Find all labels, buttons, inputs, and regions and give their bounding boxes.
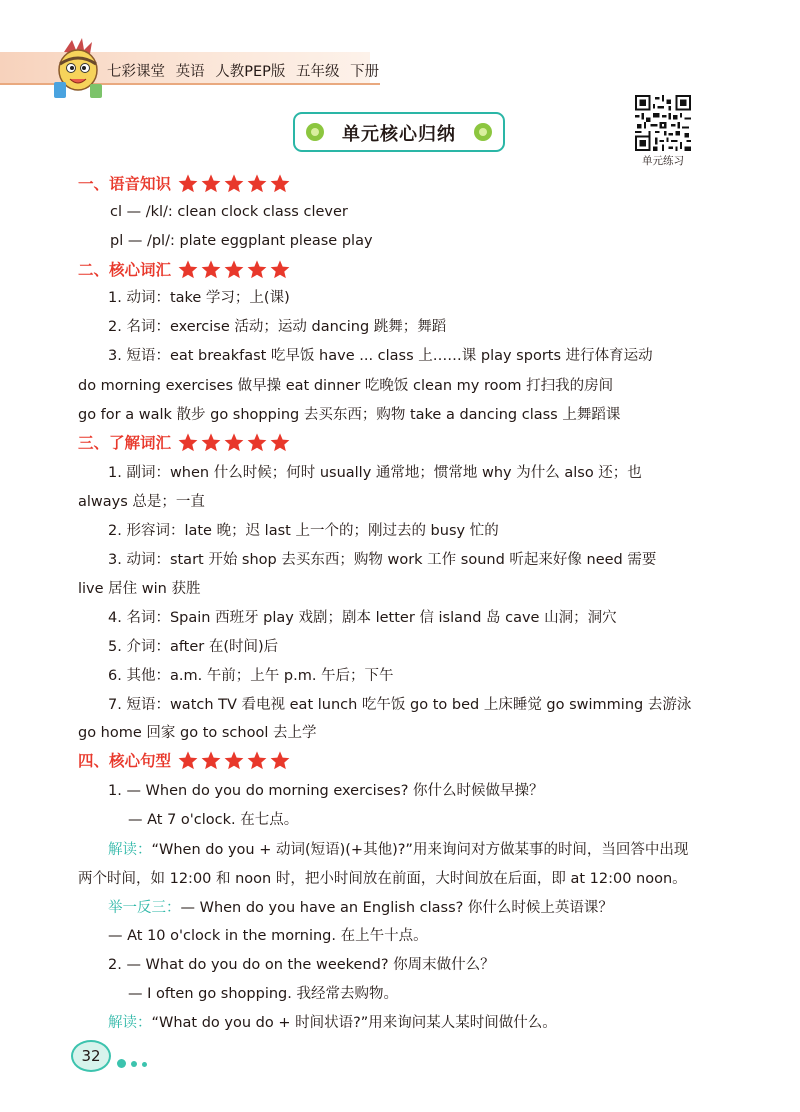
section-label: 二、核心词汇 xyxy=(78,261,172,279)
star-icon xyxy=(177,259,199,280)
star-icon xyxy=(269,259,291,280)
star-icon xyxy=(246,259,268,280)
star-icon xyxy=(246,173,268,194)
text-line: 2. 名词：exercise 活动；运动 dancing 跳舞；舞蹈 xyxy=(108,319,447,335)
star-rating xyxy=(177,432,292,453)
text-line: do morning exercises 做早操 eat dinner 吃晚饭 clean my room 打扫我的房间 xyxy=(78,378,614,394)
page-title: 单元核心归纳 xyxy=(342,124,456,145)
text-line: pl — /pl/: plate eggplant please play xyxy=(110,233,373,249)
page-title-box xyxy=(293,112,505,152)
star-icon xyxy=(200,432,222,453)
page-number: 32 xyxy=(71,1040,111,1072)
section-label: 三、了解词汇 xyxy=(78,434,172,452)
mascot-icon xyxy=(50,38,106,100)
analysis-keyword: 解读： xyxy=(108,842,152,858)
star-icon xyxy=(200,259,222,280)
text-line: 7. 短语：watch TV 看电视 eat lunch 吃午饭 go to bed 上床睡觉 go swimming 去游泳 xyxy=(108,697,692,713)
text-line: always 总是；一直 xyxy=(78,494,205,510)
star-rating xyxy=(177,259,292,280)
text-line: 1. — When do you do morning exercises? 你什么时候做早操？ xyxy=(108,783,544,799)
text-line: 2. 形容词：late 晚；迟 last 上一个的；刚过去的 busy 忙的 xyxy=(108,523,499,539)
analysis-text: “What do you do + 时间状语?”用来询问某人某时间做什么。 xyxy=(151,1015,557,1031)
page-dot-icon xyxy=(131,1061,137,1067)
text-line: 2. — What do you do on the weekend? 你周末做什么？ xyxy=(108,957,495,973)
header-grade: 五年级 xyxy=(295,64,340,80)
star-icon xyxy=(246,432,268,453)
star-icon xyxy=(177,432,199,453)
star-icon xyxy=(269,750,291,771)
star-icon xyxy=(246,750,268,771)
page-dot-icon xyxy=(142,1062,147,1067)
analogy-text: — When do you have an English class? 你什么时候上英语课？ xyxy=(180,900,613,916)
star-icon xyxy=(223,173,245,194)
star-icon xyxy=(200,173,222,194)
section-header xyxy=(78,747,292,773)
text-line: 1. 动词：take 学习；上(课) xyxy=(108,290,290,306)
star-icon xyxy=(223,750,245,771)
analysis-line xyxy=(108,840,688,860)
header-edition: 人教PEP版 xyxy=(215,64,286,80)
text-line: 1. 副词：when 什么时候；何时 usually 通常地；惯常地 why 为什么 also 还；也 xyxy=(108,465,642,481)
section-header xyxy=(78,256,292,282)
text-line: — At 7 o'clock. 在七点。 xyxy=(128,812,299,828)
title-dot-right-icon xyxy=(474,123,492,141)
text-line: 6. 其他：a.m. 午前；上午 p.m. 午后；下午 xyxy=(108,668,394,684)
section-header xyxy=(78,429,292,455)
title-dot-left-icon xyxy=(306,123,324,141)
text-line: 4. 名词：Spain 西班牙 play 戏剧；剧本 letter 信 island 岛 cave 山洞；洞穴 xyxy=(108,610,617,626)
text-line: live 居住 win 获胜 xyxy=(78,581,201,597)
star-icon xyxy=(200,750,222,771)
qr-caption: 单元练习 xyxy=(642,155,684,167)
star-icon xyxy=(177,173,199,194)
text-line: 3. 短语：eat breakfast 吃早饭 have ... class 上……课 play sports 进行体育运动 xyxy=(108,348,653,364)
text-line: — At 10 o'clock in the morning. 在上午十点。 xyxy=(108,928,428,944)
text-line: 两个时间，如 12:00 和 noon 时，把小时间放在前面，大时间放在后面，即 at 12:00 noon。 xyxy=(78,871,687,887)
star-icon xyxy=(223,259,245,280)
section-label: 一、语音知识 xyxy=(78,175,172,193)
qr-code-icon[interactable] xyxy=(635,95,691,151)
header-subject: 英语 xyxy=(175,64,205,80)
star-icon xyxy=(223,432,245,453)
text-line: 5. 介词：after 在(时间)后 xyxy=(108,639,279,655)
star-rating xyxy=(177,173,292,194)
star-icon xyxy=(269,173,291,194)
header-volume: 下册 xyxy=(350,64,380,80)
header-text xyxy=(107,60,385,81)
star-icon xyxy=(177,750,199,771)
text-line: cl — /kl/: clean clock class clever xyxy=(110,204,348,220)
page-dot-icon xyxy=(117,1059,126,1068)
analogy-line xyxy=(108,898,613,918)
analysis-keyword: 解读： xyxy=(108,1015,152,1031)
analysis-text: “When do you + 动词(短语)(+其他)?”用来询问对方做某事的时间，当回答中出现 xyxy=(151,842,689,858)
analysis-line xyxy=(108,1013,557,1033)
text-line: go home 回家 go to school 去上学 xyxy=(78,725,317,741)
text-line: go for a walk 散步 go shopping 去买东西；购物 take a dancing class 上舞蹈课 xyxy=(78,407,621,423)
text-line: — I often go shopping. 我经常去购物。 xyxy=(128,986,398,1002)
section-header xyxy=(78,170,292,196)
analogy-keyword: 举一反三： xyxy=(108,900,181,916)
section-label: 四、核心句型 xyxy=(78,752,172,770)
star-icon xyxy=(269,432,291,453)
star-rating xyxy=(177,750,292,771)
text-line: 3. 动词：start 开始 shop 去买东西；购物 work 工作 sound 听起来好像 need 需要 xyxy=(108,552,657,568)
header-series: 七彩课堂 xyxy=(107,64,165,80)
